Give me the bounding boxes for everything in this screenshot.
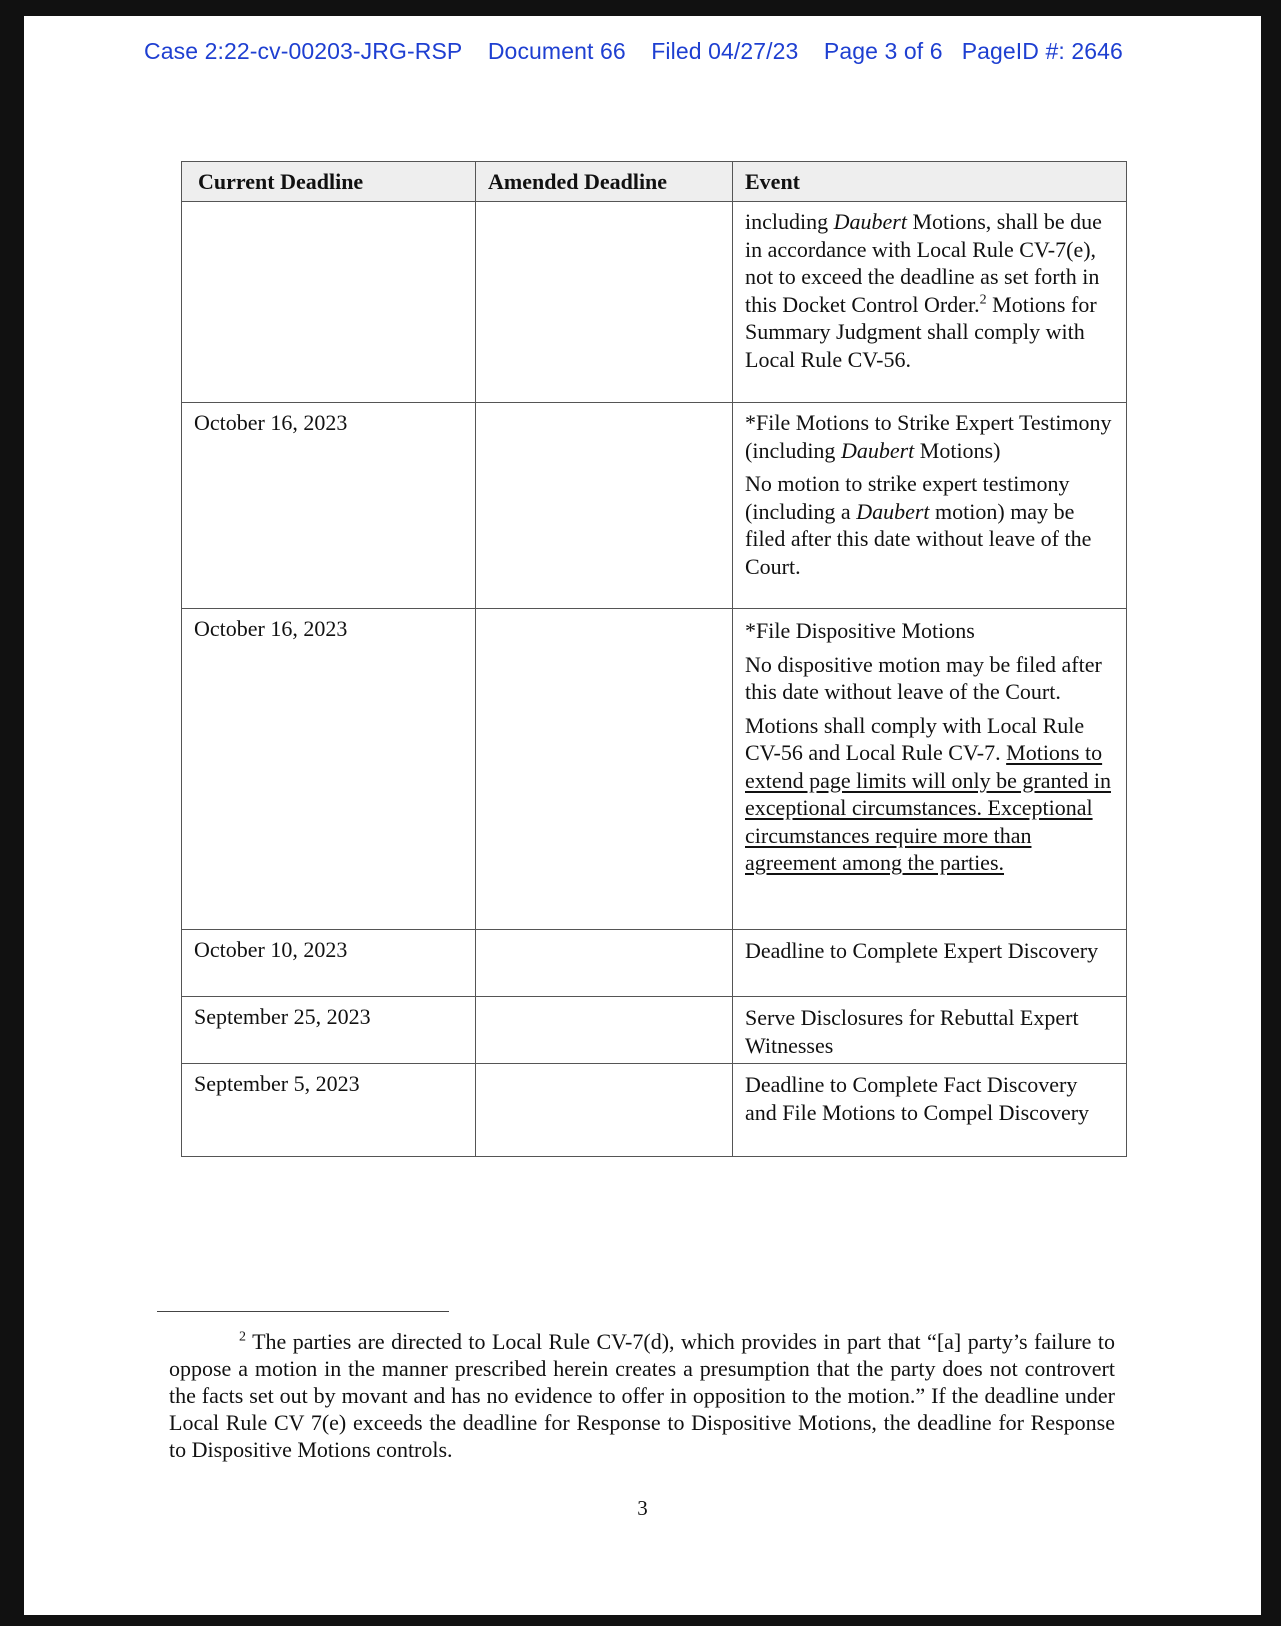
page-number: 3 [637, 1496, 648, 1520]
header-filed-date: Filed 04/27/23 [651, 38, 799, 64]
table-row [182, 997, 1127, 1064]
ecf-header [144, 38, 1123, 65]
header-document-number: Document 66 [487, 38, 626, 64]
amended-deadline-cell [476, 403, 733, 609]
column-header-current-deadline: Current Deadline [182, 162, 476, 202]
current-deadline-cell: September 5, 2023 [182, 1064, 476, 1157]
table-row [182, 403, 1127, 609]
current-deadline-cell: September 25, 2023 [182, 997, 476, 1064]
event-cell [733, 403, 1127, 609]
header-page-id: PageID #: 2646 [961, 38, 1123, 64]
column-header-event: Event [733, 162, 1127, 202]
table-header-row [182, 162, 1127, 202]
table-row [182, 202, 1127, 403]
event-text: including Daubert Motions, shall be due in accordance with Local Rule CV-7(e), not to exceed the deadline as set forth in this Docket Control Order.$^2$ Motions for Summary Judgment shall comply with Local Rule CV-56. [745, 209, 1102, 372]
table-row [182, 1064, 1127, 1157]
page-limit-warning: Motions to extend page limits will only be granted in exceptional circumstances. Exceptional circumstances require more than agreement among the parties. [745, 740, 1111, 875]
current-deadline-cell: October 16, 2023 [182, 609, 476, 930]
footnote-reference[interactable]: 2 [979, 292, 987, 308]
footnote-text: The parties are directed to Local Rule CV-7(d), which provides in part that “[a] party’s failure to oppose a motion in the manner prescribed herein creates a presumption that the party does not controvert the facts set out by movant and has no evidence to offer in opposition to the motion.” If the deadline under Local Rule CV 7(e) exceeds the deadline for Response to Dispositive Motions, the deadline for Response to Dispositive Motions controls. [169, 1329, 1115, 1462]
amended-deadline-cell [476, 609, 733, 930]
amended-deadline-cell [476, 1064, 733, 1157]
deadline-table [181, 161, 1127, 1157]
amended-deadline-cell [476, 202, 733, 403]
footnote-divider [157, 1311, 449, 1312]
table-row [182, 930, 1127, 997]
header-case-number: Case 2:22-cv-00203-JRG-RSP [144, 38, 463, 64]
amended-deadline-cell [476, 997, 733, 1064]
event-compliance-note: Motions shall comply with Local Rule CV-56 and Local Rule CV-7. Motions to extend page limits will only be granted in exceptional circumstances. Exceptional circumstances require more than agreement among the parties. [745, 712, 1111, 875]
footnote-mark: 2 [239, 1329, 246, 1345]
event-title: *File Motions to Strike Expert Testimony (including Daubert Motions) [745, 410, 1112, 463]
header-page-of: Page 3 of 6 [823, 38, 943, 64]
current-deadline-cell [182, 202, 476, 403]
event-description: No dispositive motion may be filed after this date without leave of the Court. [745, 651, 1102, 704]
event-title: *File Dispositive Motions [745, 618, 975, 643]
event-cell: Deadline to Complete Expert Discovery [733, 930, 1127, 997]
column-header-amended-deadline: Amended Deadline [476, 162, 733, 202]
table-row [182, 609, 1127, 930]
document-page [24, 16, 1261, 1615]
event-cell: Deadline to Complete Fact Discovery and File Motions to Compel Discovery [733, 1064, 1127, 1157]
footnote [169, 1328, 1115, 1463]
event-description: No motion to strike expert testimony (including a Daubert motion) may be filed after this date without leave of the Court. [745, 471, 1092, 579]
amended-deadline-cell [476, 930, 733, 997]
event-cell [733, 202, 1127, 403]
current-deadline-cell: October 10, 2023 [182, 930, 476, 997]
current-deadline-cell: October 16, 2023 [182, 403, 476, 609]
event-cell: Serve Disclosures for Rebuttal Expert Witnesses [733, 997, 1127, 1064]
event-cell [733, 609, 1127, 930]
